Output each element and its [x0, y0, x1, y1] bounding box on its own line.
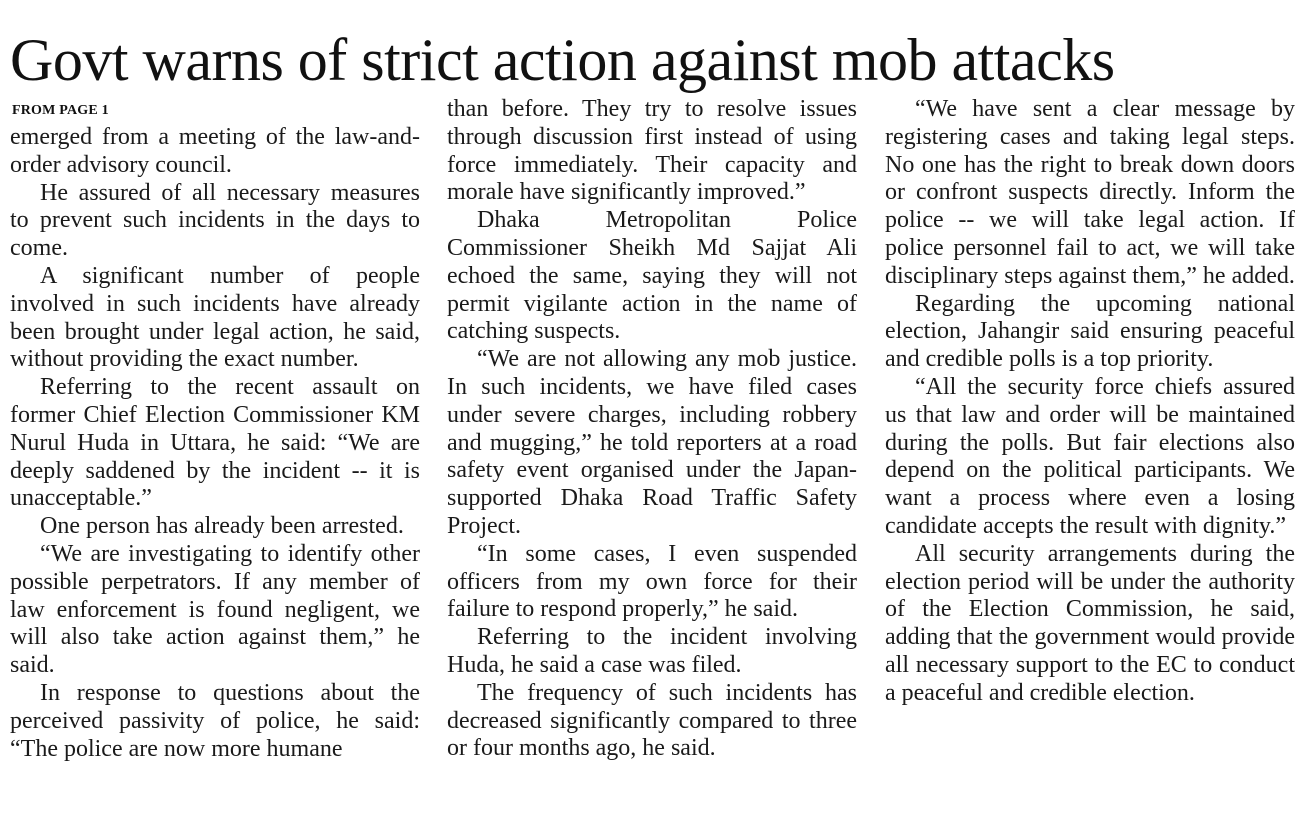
article-column-1 [10, 124, 420, 763]
paragraph: In response to questions about the perceived passivity of police, he said: “The police are now more humane [10, 679, 420, 762]
paragraph: Regarding the upcoming national election, Jahangir said ensuring peaceful and credible polls is a top priority. [885, 290, 1295, 373]
paragraph: Dhaka Metropolitan Police Commissioner Sheikh Md Sajjat Ali echoed the same, saying they will not permit vigilante action in the name of catching suspects. [447, 207, 857, 345]
paragraph: All security arrangements during the election period will be under the authority of the Election Commission, he said, adding that the government would provide all necessary support to the EC to conduct a peaceful and credible election. [885, 540, 1295, 706]
paragraph: “We are not allowing any mob justice. In such incidents, we have filed cases under severe charges, including robbery and mugging,” he told reporters at a road safety event organised under the Japan-supported Dhaka Road Traffic Safety Project. [447, 346, 857, 539]
paragraph: The frequency of such incidents has decreased significantly compared to three or four months ago, he said. [447, 679, 857, 762]
paragraph: emerged from a meeting of the law-and-order advisory council. [10, 124, 420, 178]
paragraph: “In some cases, I even suspended officers from my own force for their failure to respond properly,” he said. [447, 540, 857, 623]
paragraph: One person has already been arrested. [40, 513, 404, 540]
paragraph: than before. They try to resolve issues through discussion first instead of using force immediately. Their capacity and morale have significantly improved.” [447, 96, 857, 206]
article-column-3 [885, 96, 1295, 708]
headline: Govt warns of strict action against mob attacks [10, 27, 1115, 93]
paragraph: “We are investigating to identify other possible perpetrators. If any member of law enforcement is found negligent, we will also take action against them,” he said. [10, 540, 420, 679]
paragraph: Referring to the incident involving Huda, he said a case was filed. [447, 624, 857, 678]
article-column-2 [447, 96, 857, 763]
paragraph: A significant number of people involved in such incidents have already been brought under legal action, he said, without providing the exact number. [10, 262, 420, 373]
paragraph: “All the security force chiefs assured us that law and order will be maintained during the polls. But fair elections also depend on the political participants. We want a process where even a losing candidate accepts the result with dignity.” [885, 373, 1295, 539]
kicker-from-page: FROM PAGE 1 [12, 103, 109, 118]
paragraph: Referring to the recent assault on former Chief Election Commissioner KM Nurul Huda in Uttara, he said: “We are deeply saddened by the incident -- it is unacceptable.” [10, 374, 420, 512]
paragraph: He assured of all necessary measures to prevent such incidents in the days to come. [10, 179, 420, 262]
paragraph: “We have sent a clear message by registering cases and taking legal steps. No one has the right to break down doors or confront suspects directly. Inform the police -- we will take legal action. If police personnel fail to act, we will take disciplinary steps against them,” he added. [885, 96, 1295, 289]
